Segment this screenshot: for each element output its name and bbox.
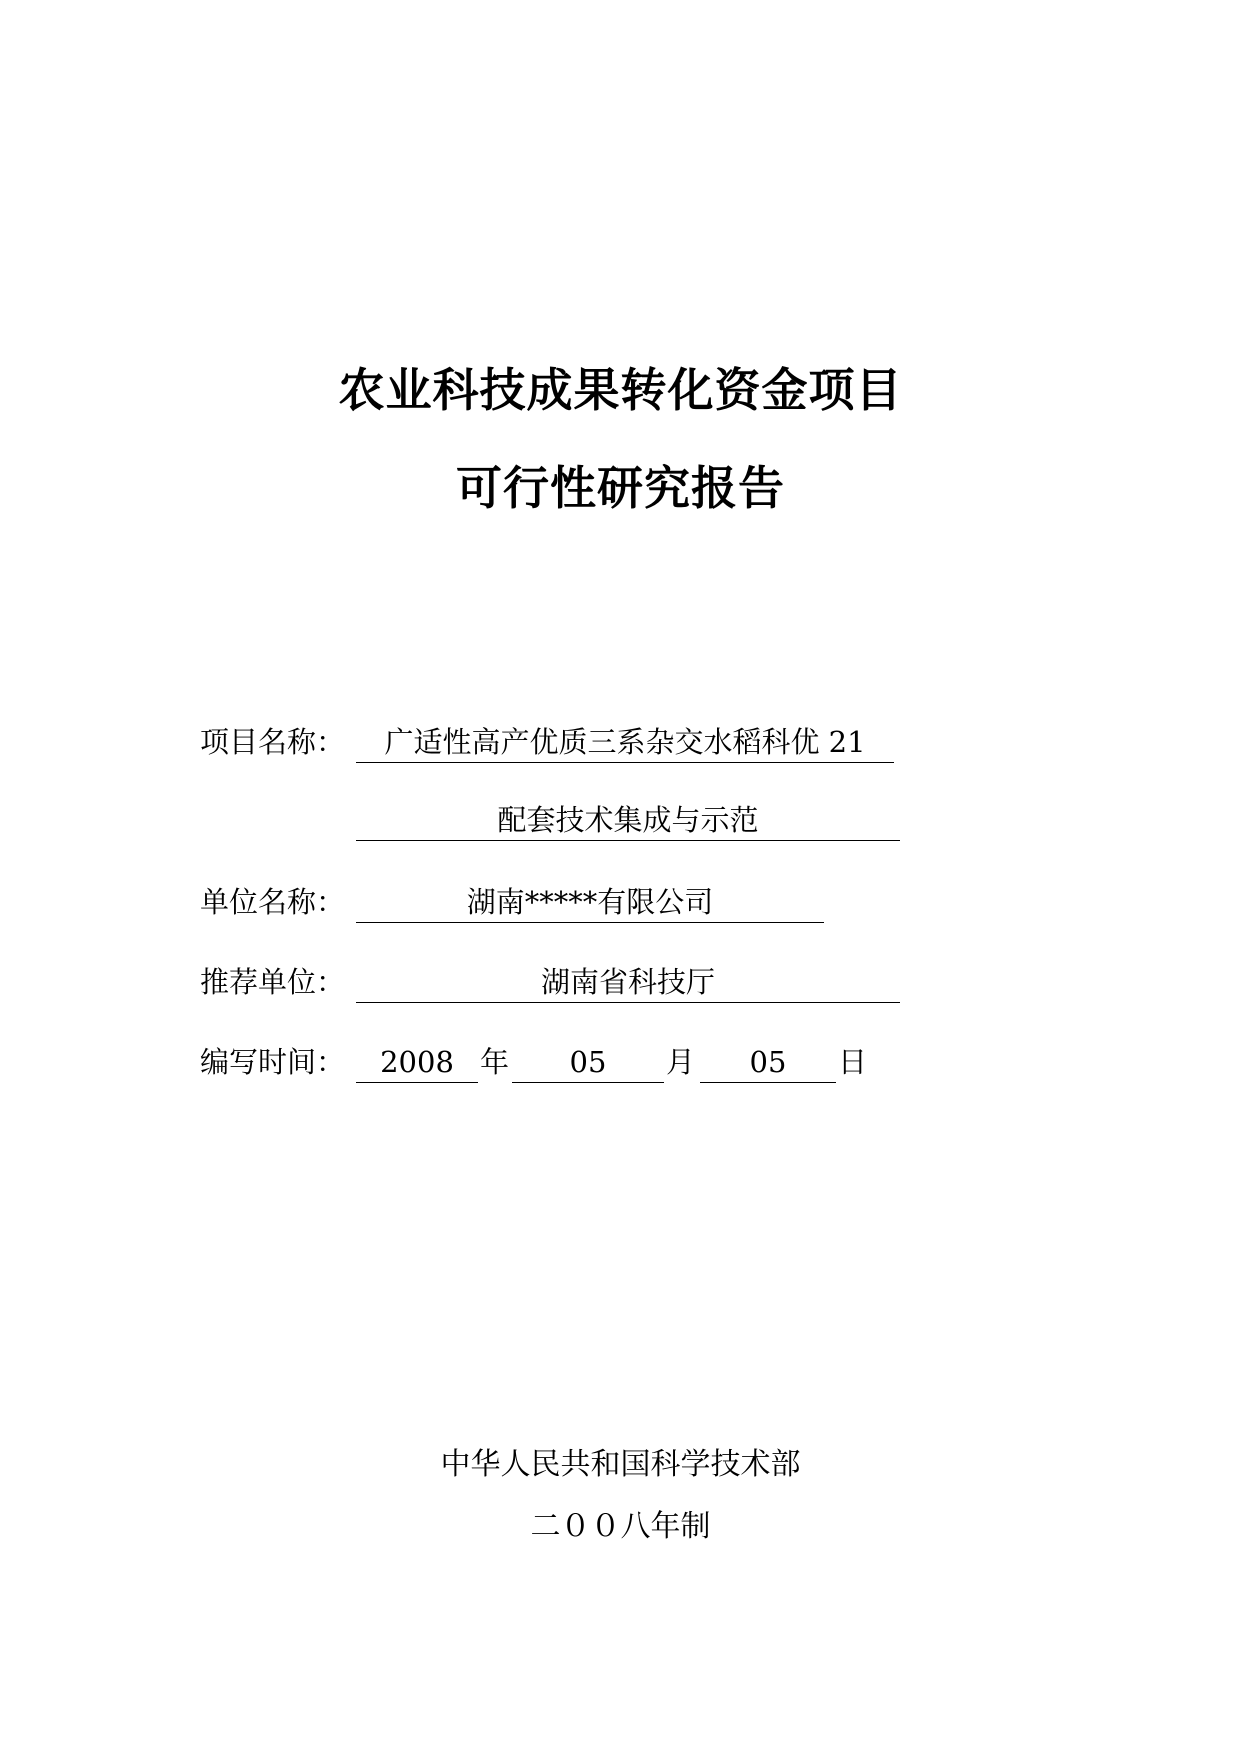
- compile-date-day: 05: [700, 1042, 836, 1083]
- compile-date-day-unit: 日: [838, 1045, 868, 1079]
- unit-name-value: 湖南*****有限公司: [356, 882, 824, 923]
- project-name-value-line1: 广适性高产优质三系杂交水稻科优 21: [356, 722, 894, 763]
- compile-date-label: 编写时间：: [200, 1045, 346, 1079]
- unit-name-label: 单位名称：: [200, 885, 346, 919]
- issuing-organization: 中华人民共和国科学技术部: [440, 1447, 801, 1482]
- project-name-value-line2: 配套技术集成与示范: [356, 800, 900, 841]
- compile-date-month-unit: 月: [666, 1045, 696, 1079]
- document-title-line1: 农业科技成果转化资金项目: [338, 363, 903, 417]
- recommend-unit-value: 湖南省科技厅: [356, 962, 900, 1003]
- compile-date-year-unit: 年: [480, 1045, 510, 1079]
- document-title-line2: 可行性研究报告: [456, 461, 785, 515]
- compile-date-year: 2008: [356, 1042, 478, 1083]
- recommend-unit-label: 推荐单位：: [200, 965, 346, 999]
- project-name-label: 项目名称：: [200, 725, 346, 759]
- compile-date-month: 05: [512, 1042, 664, 1083]
- year-made: 二００八年制: [530, 1509, 711, 1544]
